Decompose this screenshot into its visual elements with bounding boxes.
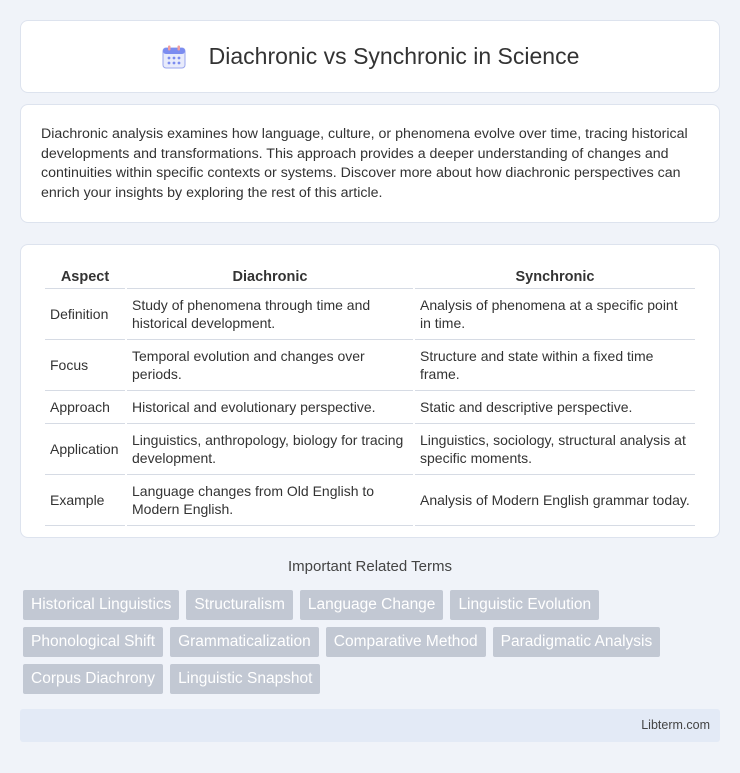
table-row [45,475,695,526]
comparison-card [20,244,720,538]
table-header-row [45,265,695,289]
table-row [45,340,695,391]
tag-structuralism[interactable]: Structuralism [186,590,292,620]
tag-linguistic-snapshot[interactable]: Linguistic Snapshot [170,664,320,694]
table-row [45,424,695,475]
tag-grammaticalization[interactable]: Grammaticalization [170,627,319,657]
row-synchronic: Linguistics, sociology, structural analysis at specific moments. [415,424,695,475]
row-diachronic: Historical and evolutionary perspective. [127,391,413,424]
table-row [45,391,695,424]
footer [20,709,720,742]
row-synchronic: Analysis of phenomena at a specific point in time. [415,289,695,340]
header-aspect: Aspect [45,265,125,289]
row-diachronic: Linguistics, anthropology, biology for tracing development. [127,424,413,475]
intro-card [20,104,720,223]
calendar-icon [161,44,187,70]
row-aspect: Application [45,424,125,475]
tag-historical-linguistics[interactable]: Historical Linguistics [23,590,179,620]
row-diachronic: Study of phenomena through time and historical development. [127,289,413,340]
header-card [20,20,720,93]
page-title: Diachronic vs Synchronic in Science [208,43,580,69]
tag-comparative-method[interactable]: Comparative Method [326,627,486,657]
row-diachronic: Language changes from Old English to Modern English. [127,475,413,526]
tag-corpus-diachrony[interactable]: Corpus Diachrony [23,664,163,694]
intro-text: Diachronic analysis examines how language, culture, or phenomena evolve over time, tracing historical developments and transformations. This approach provides a deeper understanding of changes and continuities within specific contexts or systems. Discover more about how diachronic perspectives can enrich your insights by exploring the rest of this article. [41,126,688,201]
related-terms-list [20,590,720,701]
row-aspect: Focus [45,340,125,391]
table-row [45,289,695,340]
row-synchronic: Static and descriptive perspective. [415,391,695,424]
tag-paradigmatic-analysis[interactable]: Paradigmatic Analysis [493,627,661,657]
row-aspect: Definition [45,289,125,340]
comparison-table [43,265,697,526]
row-diachronic: Temporal evolution and changes over periods. [127,340,413,391]
footer-site-link[interactable]: Libterm.com [641,718,710,732]
row-synchronic: Structure and state within a fixed time frame. [415,340,695,391]
related-terms-title: Important Related Terms [288,558,452,575]
row-aspect: Approach [45,391,125,424]
header-synchronic: Synchronic [415,265,695,289]
row-synchronic: Analysis of Modern English grammar today. [415,475,695,526]
tag-phonological-shift[interactable]: Phonological Shift [23,627,163,657]
tag-language-change[interactable]: Language Change [300,590,444,620]
tag-linguistic-evolution[interactable]: Linguistic Evolution [450,590,599,620]
related-terms-section [20,558,720,701]
header-diachronic: Diachronic [127,265,413,289]
row-aspect: Example [45,475,125,526]
